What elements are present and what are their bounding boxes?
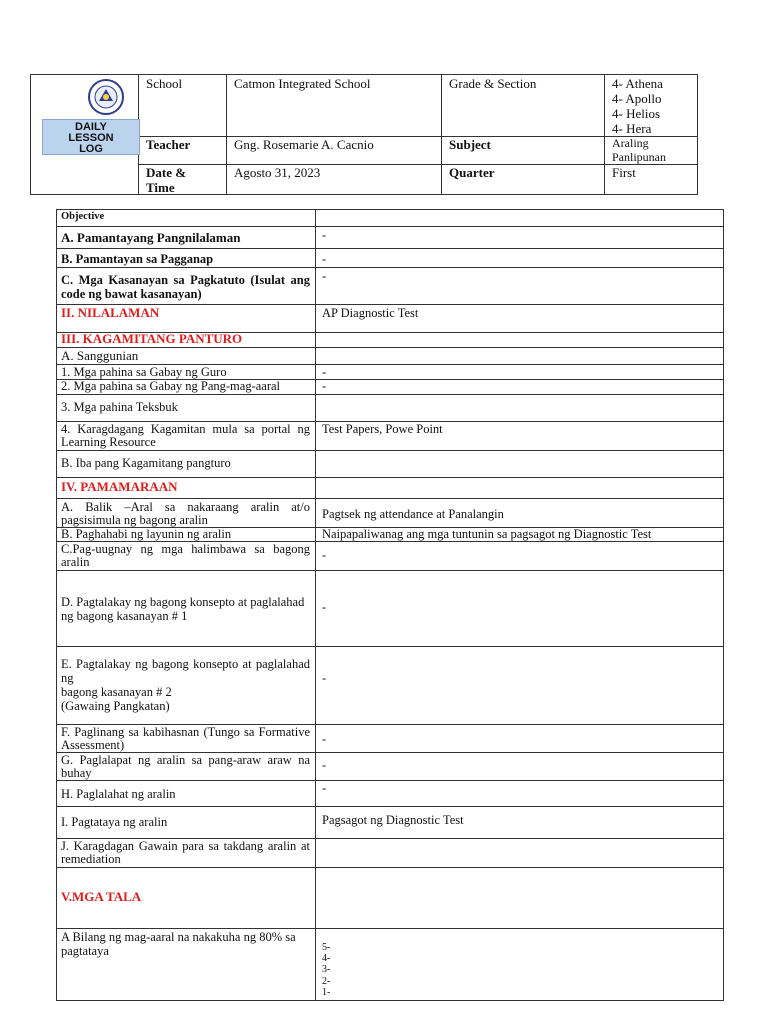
date-value: Agosto 31, 2023 <box>234 165 321 180</box>
score-item: 4- <box>322 953 331 965</box>
row-value: Test Papers, Powe Point <box>322 422 443 436</box>
table-row <box>57 868 723 929</box>
row-value: - <box>322 548 327 562</box>
row-value: - <box>322 365 327 379</box>
logo-text-2: LESSON <box>68 132 114 144</box>
row-label: 2. Mga pahina sa Gabay ng Pang-mag-aaral <box>61 379 281 393</box>
row-label: F. Paglinang sa kabihasnan (Tungo sa Formative Assessment) <box>61 725 310 752</box>
table-row <box>57 528 723 542</box>
deped-logo <box>36 79 136 153</box>
row-label: G. Paglalapat ng aralin sa pang-araw araw na buhay <box>61 753 310 780</box>
logo-text-1: DAILY <box>75 121 107 133</box>
row-label: J. Karagdagan Gawain para sa takdang aralin at remediation <box>61 839 310 866</box>
row-label: I. Pagtataya ng aralin <box>61 815 168 829</box>
row-label: A. Pamantayang Pangnilalaman <box>61 230 241 245</box>
teacher-label: Teacher <box>146 137 191 152</box>
section-item: 4- Helios <box>612 106 661 121</box>
subject-line: Panlipunan <box>612 150 666 164</box>
score-item: 2- <box>322 975 331 987</box>
row-label: A Bilang ng mag-aaral na nakakuha ng 80% sa pagtataya <box>61 930 296 958</box>
quarter-label: Quarter <box>449 165 495 180</box>
table-row <box>57 499 723 528</box>
row-label: Objective <box>61 211 105 222</box>
sections-list <box>608 76 667 136</box>
row-value: - <box>322 228 327 242</box>
school-value: Catmon Integrated School <box>234 76 371 91</box>
row-label: 3. Mga pahina Teksbuk <box>61 400 178 414</box>
row-label: 4. Karagdagang Kagamitan mula sa portal ng Learning Resource <box>61 422 310 449</box>
table-row <box>57 571 723 647</box>
section-heading: III. KAGAMITANG PANTURO <box>61 331 243 346</box>
row-value: Naipapaliwanag ang mga tuntunin sa pagsagot ng Diagnostic Test <box>322 527 652 541</box>
header-table <box>30 74 698 195</box>
teacher-value: Gng. Rosemarie A. Cacnio <box>234 137 374 152</box>
row-label: 1. Mga pahina sa Gabay ng Guro <box>61 365 227 379</box>
quarter-value: First <box>612 165 636 180</box>
row-label-line: E. Pagtalakay ng bagong konsepto at paglalahad ng <box>61 657 310 685</box>
table-row <box>57 348 723 365</box>
table-row <box>57 380 723 395</box>
daily-lesson-log-badge <box>42 119 140 155</box>
table-row <box>57 227 723 249</box>
row-value: - <box>322 781 327 795</box>
table-row <box>57 725 723 753</box>
row-label: D. Pagtalakay ng bagong konsepto at paglalahad ng bagong kasanayan # 1 <box>61 595 305 623</box>
row-value: - <box>322 252 327 266</box>
table-row <box>57 542 723 571</box>
score-item: 5- <box>322 942 331 953</box>
row-label-line: bagong kasanayan # 2 <box>61 685 172 699</box>
table-row <box>57 333 723 348</box>
score-list <box>322 942 719 998</box>
deped-seal-icon <box>88 79 124 115</box>
grade-section-label: Grade & Section <box>449 76 537 91</box>
section-item: 4- Hera <box>612 121 652 136</box>
section-heading: II. NILALAMAN <box>61 305 160 320</box>
logo-text-3: LOG <box>79 143 103 155</box>
table-row <box>57 305 723 333</box>
row-label: A. Balik –Aral sa nakaraang aralin at/o pagsisimula ng bagong aralin <box>61 500 310 527</box>
row-value: - <box>322 269 327 283</box>
table-row <box>57 268 723 305</box>
row-value: - <box>322 758 327 772</box>
row-value: - <box>322 732 327 746</box>
row-value: Pagtsek ng attendance at Panalangin <box>322 507 504 521</box>
date-label-line: Date & <box>146 165 187 180</box>
date-time-label <box>142 165 190 195</box>
row-value: - <box>322 671 327 685</box>
table-row <box>57 753 723 781</box>
subject-label: Subject <box>449 137 491 152</box>
row-value: - <box>322 379 327 393</box>
table-row <box>57 210 723 227</box>
section-item: 4- Apollo <box>612 91 662 106</box>
section-heading: IV. PAMAMARAAN <box>61 479 178 494</box>
section-item: 4- Athena <box>612 76 663 91</box>
row-label <box>61 657 310 713</box>
section-heading: V.MGA TALA <box>61 889 142 904</box>
row-label: C.Pag-uugnay ng mga halimbawa sa bagong aralin <box>61 542 310 569</box>
row-label: H. Paglalahat ng aralin <box>61 787 176 801</box>
table-row <box>57 478 723 499</box>
row-label: B. Paghahabi ng layunin ng aralin <box>61 527 232 541</box>
subject-line: Araling <box>612 136 649 150</box>
table-row <box>57 839 723 868</box>
table-row <box>57 451 723 478</box>
table-row <box>57 781 723 807</box>
row-value: - <box>322 600 327 614</box>
row-value: Pagsagot ng Diagnostic Test <box>322 813 464 827</box>
score-item: 3- <box>322 964 331 976</box>
subject-value <box>608 136 670 164</box>
table-row <box>57 647 723 725</box>
row-label: B. Pamantayan sa Pagganap <box>61 252 214 266</box>
row-label: C. Mga Kasanayan sa Pagkatuto (Isulat ang code ng bawat kasanayan) <box>61 273 310 301</box>
score-item: 1- <box>322 986 331 998</box>
table-row <box>57 249 723 268</box>
row-value: AP Diagnostic Test <box>322 306 419 320</box>
date-label-line: Time <box>146 180 175 195</box>
row-label: A. Sanggunian <box>61 348 139 363</box>
table-row <box>57 422 723 451</box>
table-row <box>57 365 723 380</box>
table-row <box>57 807 723 839</box>
row-label-line: (Gawaing Pangkatan) <box>61 699 170 713</box>
table-row <box>57 395 723 422</box>
table-row <box>57 929 723 1002</box>
lesson-plan-table <box>56 209 724 1001</box>
school-label: School <box>146 76 183 91</box>
row-label: B. Iba pang Kagamitang pangturo <box>61 456 231 470</box>
